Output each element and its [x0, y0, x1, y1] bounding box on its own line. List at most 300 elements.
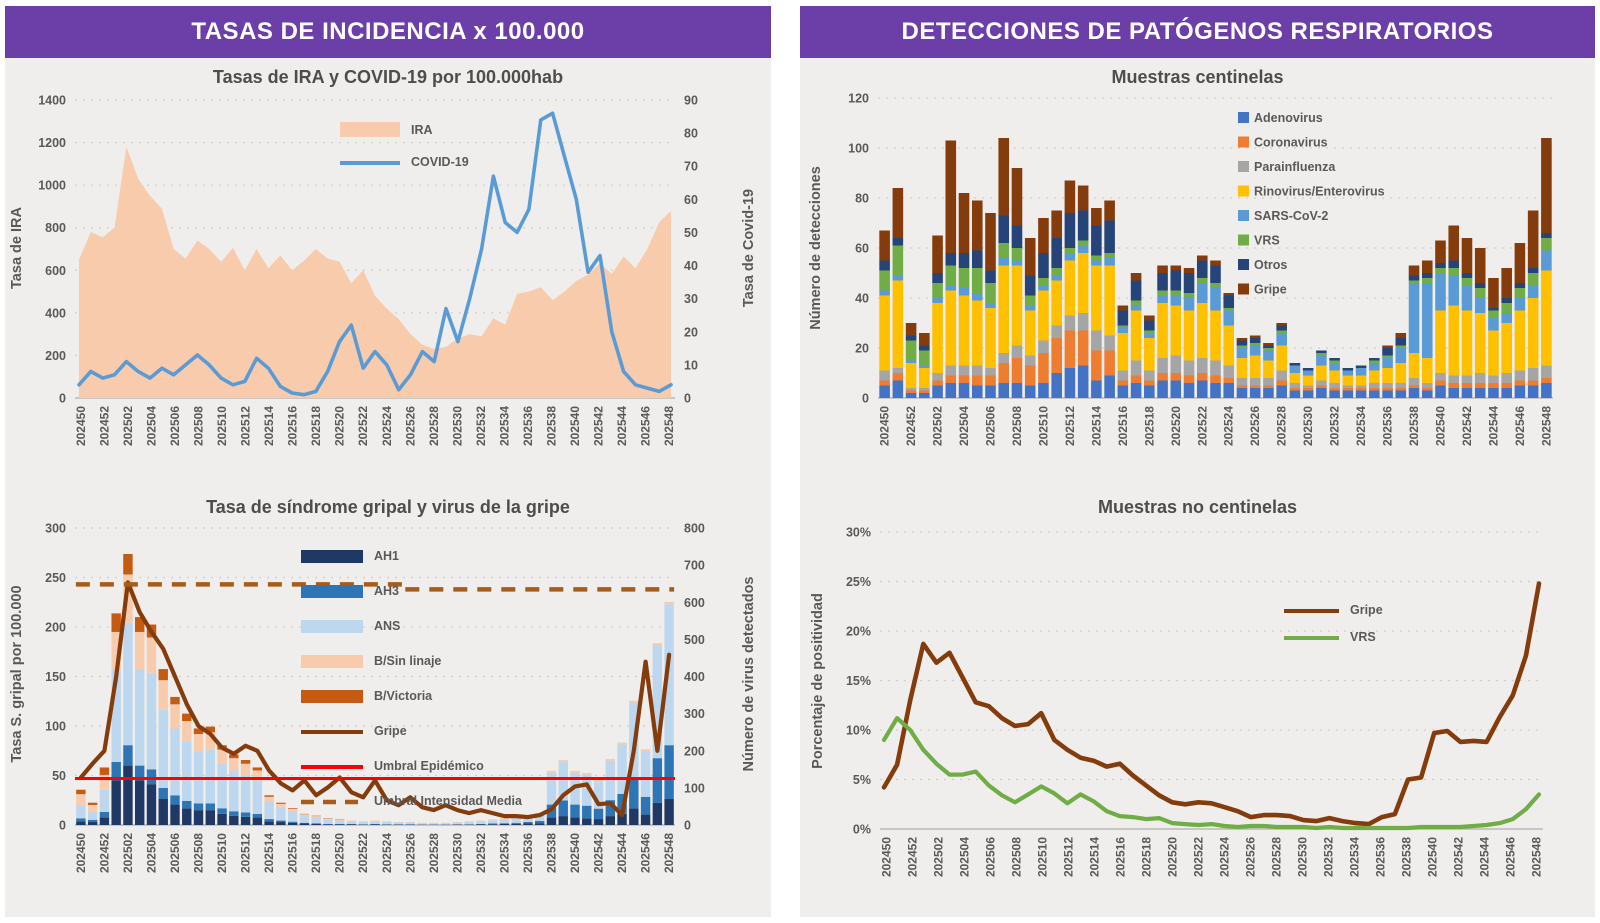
bar-segment-Parainfluenza [1462, 376, 1473, 384]
bar-segment-Adenovirus [1316, 388, 1327, 398]
bar-segment-VRS [1501, 303, 1512, 313]
legend-label: VRS [1254, 233, 1280, 248]
bar-segment-Parainfluenza [1488, 376, 1499, 384]
bar-segment-B/Sin linaje [570, 771, 579, 773]
x-tick-label: 202518 [309, 833, 324, 874]
bar-segment-B/Sin linaje [347, 821, 356, 822]
bar-segment-B/Sin linaje [300, 814, 309, 816]
x-tick-label: 202508 [1009, 837, 1024, 878]
bar-segment-Adenovirus [1369, 391, 1380, 399]
bar-segment-Adenovirus [1329, 391, 1340, 399]
x-tick-label: 202530 [1295, 837, 1310, 878]
x-tick-label: 202506 [168, 833, 182, 874]
bar-segment-ANS [429, 823, 438, 824]
bar-segment-Coronavirus [1422, 388, 1433, 391]
bar-segment-Otros [1515, 283, 1526, 288]
bar-segment-Adenovirus [1435, 386, 1446, 399]
bar-segment-B/Sin linaje [276, 804, 285, 808]
bar-segment-B/Sin linaje [182, 721, 191, 741]
x-tick-label: 202542 [1459, 406, 1474, 447]
x-tick-label: 202538 [1407, 406, 1422, 447]
bar-segment-ANS [606, 761, 615, 800]
bar-segment-SARS-CoV-2 [1290, 366, 1301, 374]
bar-segment-Parainfluenza [1515, 371, 1526, 381]
bar-segment-Parainfluenza [1038, 341, 1049, 354]
bar-segment-Otros [1528, 268, 1539, 273]
bar-segment-AH1 [641, 815, 650, 825]
bar-segment-VRS [1210, 283, 1221, 288]
bar-segment-Otros [1369, 358, 1380, 361]
bar-segment-Gripe [972, 201, 983, 251]
bar-segment-Rinovirus/Enterovirus [1118, 333, 1129, 371]
x-tick-label: 202502 [931, 837, 946, 878]
bar-segment-VRS [1118, 326, 1129, 329]
bar-segment-Parainfluenza [1250, 378, 1261, 386]
bar-segment-Rinovirus/Enterovirus [932, 303, 943, 373]
bar-segment-Gripe [1118, 306, 1129, 311]
bar-segment-Gripe [1184, 268, 1195, 273]
bar-segment-Otros [1025, 276, 1036, 296]
bar-segment-B/Sin linaje [335, 820, 344, 821]
bar-segment-Coronavirus [1303, 388, 1314, 391]
bar-segment-Coronavirus [1290, 388, 1301, 391]
bar-segment-VRS [1435, 268, 1446, 273]
x-tick-label: 202516 [1113, 837, 1128, 878]
bar-segment-AH3 [311, 823, 320, 824]
bar-segment-SARS-CoV-2 [1316, 356, 1327, 366]
bar-segment-Gripe [1223, 293, 1234, 296]
bar-segment-Parainfluenza [1396, 383, 1407, 388]
bar-segment-AH1 [370, 824, 379, 825]
y-tick-label: 80 [855, 191, 869, 206]
bar-segment-AH1 [76, 821, 85, 825]
x-tick-label: 202532 [473, 833, 488, 874]
x-tick-label: 202452 [904, 406, 919, 447]
bar-segment-B/Sin linaje [370, 821, 379, 822]
bar-segment-VRS [959, 268, 970, 288]
x-tick-label: 202548 [1539, 406, 1554, 447]
bar-segment-AH1 [335, 824, 344, 825]
bar-segment-AH1 [135, 780, 144, 825]
bar-segment-AH3 [276, 821, 285, 822]
bar-segment-Otros [1171, 271, 1182, 291]
bar-segment-VRS [946, 266, 957, 286]
bar-segment-Otros [1488, 308, 1499, 311]
bar-segment-AH3 [582, 806, 591, 819]
bar-segment-VRS [1012, 248, 1023, 261]
y-tick-label: 1200 [38, 136, 66, 151]
bar-segment-VRS [893, 246, 904, 276]
bar-segment-Gripe [1263, 343, 1274, 346]
x-tick-label: 202504 [957, 406, 972, 447]
bar-segment-Rinovirus/Enterovirus [946, 291, 957, 366]
bar-segment-Otros [1276, 326, 1287, 331]
legend [1284, 603, 1383, 644]
bar-segment-Adenovirus [1343, 391, 1354, 399]
bar-segment-SARS-CoV-2 [1475, 298, 1486, 313]
bar-segment-VRS [1197, 278, 1208, 283]
bar-segment-Coronavirus [1091, 351, 1102, 381]
x-tick-label: 202518 [1139, 837, 1154, 878]
bar-segment-Gripe [1501, 268, 1512, 298]
bar-segment-Parainfluenza [1197, 358, 1208, 373]
ira-covid-chart [5, 58, 771, 488]
bar-segment-Rinovirus/Enterovirus [1012, 266, 1023, 346]
bar-segment-AH3 [123, 745, 132, 765]
bar-segment-VRS [1263, 348, 1274, 351]
x-tick-label: 202508 [191, 833, 206, 874]
bar-segment-Adenovirus [1276, 386, 1287, 399]
no-centinelas-chart [800, 488, 1595, 917]
y-tick-label: 120 [848, 91, 869, 106]
bar-segment-VRS [1051, 268, 1062, 276]
y-tick-label: 150 [45, 670, 66, 684]
bar-segment-SARS-CoV-2 [893, 276, 904, 281]
legend-swatch-B/Victoria [301, 690, 363, 703]
bar-segment-Coronavirus [1157, 373, 1168, 381]
bar-segment-B/Sin linaje [76, 794, 85, 805]
x-tick-label: 202546 [638, 406, 653, 447]
bar-segment-Adenovirus [1197, 381, 1208, 399]
x-tick-label: 202524 [379, 406, 394, 447]
bar-segment-Otros [1382, 348, 1393, 356]
x-tick-label: 202540 [568, 833, 582, 874]
bar-segment-AH1 [217, 814, 226, 825]
bar-segment-AH1 [123, 766, 132, 825]
x-tick-label: 202522 [356, 833, 371, 874]
bar-segment-AH3 [288, 822, 297, 823]
bar-segment-Coronavirus [1475, 383, 1486, 388]
x-tick-label: 202544 [1486, 406, 1501, 447]
bar-segment-B/Sin linaje [500, 818, 509, 819]
bar-segment-Parainfluenza [1435, 373, 1446, 381]
bar-segment-AH1 [229, 816, 238, 825]
bar-segment-Parainfluenza [1316, 381, 1327, 386]
bar-segment-Rinovirus/Enterovirus [1091, 266, 1102, 331]
y-tick-label: 1400 [38, 93, 66, 108]
x-tick-label: 202504 [144, 833, 159, 874]
bar-segment-SARS-CoV-2 [1515, 298, 1526, 311]
bar-segment-B/Sin linaje [323, 819, 332, 820]
bar-segment-Parainfluenza [1078, 313, 1089, 331]
bar-segment-Rinovirus/Enterovirus [1237, 358, 1248, 378]
bar-segment-Parainfluenza [1144, 371, 1155, 381]
bar-segment-ANS [382, 822, 391, 824]
bar-segment-VRS [1065, 248, 1076, 253]
bar-segment-Gripe [879, 231, 890, 261]
bar-segment-Gripe [1051, 211, 1062, 239]
bar-segment-VRS [1541, 238, 1552, 251]
bar-segment-ANS [500, 819, 509, 823]
bar-segment-VRS [1316, 353, 1327, 356]
bar-segment-Rinovirus/Enterovirus [1065, 261, 1076, 316]
bar-segment-ANS [406, 822, 415, 824]
bar-segment-Otros [985, 271, 996, 284]
bar-segment-Rinovirus/Enterovirus [1369, 371, 1380, 384]
bar-segment-Coronavirus [1250, 386, 1261, 389]
bar-segment-Coronavirus [906, 391, 917, 394]
x-tick-label: 202524 [1217, 837, 1232, 878]
bar-segment-Rinovirus/Enterovirus [1396, 363, 1407, 383]
bar-segment-B/Sin linaje [594, 780, 603, 782]
bar-segment-AH1 [523, 824, 532, 825]
bar-segment-Rinovirus/Enterovirus [1501, 323, 1512, 373]
bar-segment-Adenovirus [1541, 383, 1552, 398]
right-panel-header: DETECCIONES DE PATÓGENOS RESPIRATORIOS [800, 6, 1595, 58]
bar-segment-Rinovirus/Enterovirus [1475, 313, 1486, 373]
x-tick-label: 202514 [262, 833, 277, 874]
bar-segment-ANS [170, 728, 179, 795]
bar-segment-Coronavirus [1409, 386, 1420, 389]
bar-segment-B/Victoria [76, 790, 85, 794]
x-tick-label: 202542 [591, 406, 606, 447]
y-tick-label: 200 [45, 348, 66, 363]
bar-segment-AH1 [488, 824, 497, 825]
bar-segment-Rinovirus/Enterovirus [1025, 311, 1036, 356]
bar-segment-Gripe [1171, 266, 1182, 271]
legend-label: Coronavirus [1254, 135, 1328, 150]
bar-segment-Otros [1012, 226, 1023, 249]
bar-segment-SARS-CoV-2 [1501, 313, 1512, 323]
y-tick-label: 50 [52, 769, 66, 783]
bar-segment-B/Victoria [288, 808, 297, 809]
bar-segment-ANS [241, 775, 250, 812]
bar-segment-VRS [1528, 273, 1539, 286]
bar-segment-AH1 [194, 810, 203, 825]
bar-segment-Adenovirus [1051, 373, 1062, 398]
bar-segment-Otros [972, 251, 983, 269]
y-tick-label: 10% [845, 723, 871, 738]
bar-segment-AH1 [559, 816, 568, 825]
y-tick-label: 1000 [38, 178, 66, 193]
bar-segment-Otros [1184, 273, 1195, 293]
x-tick-label: 202546 [1512, 406, 1527, 447]
bar-segment-VRS [1144, 331, 1155, 334]
bar-segment-Coronavirus [1488, 383, 1499, 388]
bar-segment-SARS-CoV-2 [1104, 258, 1115, 266]
x-tick-label: 202504 [144, 406, 159, 447]
x-tick-label: 202504 [957, 837, 972, 878]
legend-label: Rinovirus/Enterovirus [1254, 184, 1385, 199]
y-tick-label: 30% [845, 525, 871, 540]
bar-segment-ANS [370, 821, 379, 824]
bar-segment-Otros [1144, 321, 1155, 331]
bar-segment-ANS [347, 821, 356, 824]
legend-swatch-SARS-CoV-2 [1238, 210, 1249, 221]
legend-swatch-VRS [1238, 235, 1249, 246]
bar-segment-B/Sin linaje [194, 734, 203, 751]
bar-segment-Adenovirus [998, 383, 1009, 398]
bar-segment-SARS-CoV-2 [959, 288, 970, 296]
bar-segment-Parainfluenza [1157, 358, 1168, 373]
bar-segment-Otros [1051, 238, 1062, 268]
bar-segment-Parainfluenza [893, 368, 904, 373]
bar-segment-Coronavirus [1276, 381, 1287, 386]
bar-segment-VRS [1422, 278, 1433, 283]
bar-segment-Rinovirus/Enterovirus [1462, 311, 1473, 376]
x-tick-label: 202526 [1248, 406, 1263, 447]
bar-segment-SARS-CoV-2 [1263, 351, 1274, 361]
bar-segment-Coronavirus [1118, 381, 1129, 386]
y-right-tick-label: 400 [684, 670, 705, 684]
bar-segment-Adenovirus [1382, 391, 1393, 399]
bar-segment-Rinovirus/Enterovirus [1276, 346, 1287, 371]
bar-segment-Coronavirus [946, 376, 957, 384]
legend-label: Gripe [1350, 603, 1383, 617]
bar-segment-Parainfluenza [1065, 316, 1076, 331]
x-tick-label: 202522 [1195, 406, 1210, 447]
bar-segment-SARS-CoV-2 [1091, 261, 1102, 266]
bar-segment-Coronavirus [1131, 376, 1142, 384]
bar-segment-Adenovirus [972, 386, 983, 399]
bar-segment-AH3 [653, 758, 662, 803]
bar-segment-Otros [998, 216, 1009, 244]
bar-segment-Coronavirus [1184, 376, 1195, 384]
bar-segment-Coronavirus [1382, 388, 1393, 391]
bar-segment-Otros [1250, 338, 1261, 343]
bar-segment-Rinovirus/Enterovirus [906, 363, 917, 388]
bar-segment-Otros [1078, 211, 1089, 241]
bar-segment-AH1 [653, 803, 662, 825]
bar-segment-B/Victoria [88, 803, 97, 805]
bar-segment-ANS [288, 812, 297, 822]
legend-label: SARS-CoV-2 [1254, 209, 1329, 223]
bar-segment-Coronavirus [1197, 373, 1208, 381]
bar-segment-Adenovirus [946, 383, 957, 398]
bar-segment-VRS [1475, 288, 1486, 298]
bar-segment-Gripe [985, 213, 996, 271]
bar-segment-Adenovirus [1501, 388, 1512, 398]
bar-segment-Rinovirus/Enterovirus [972, 301, 983, 366]
bar-segment-Coronavirus [1051, 338, 1062, 373]
bar-segment-Parainfluenza [1276, 371, 1287, 381]
y-right-tick-label: 70 [684, 159, 698, 174]
y-tick-label: 800 [45, 221, 66, 236]
bar-segment-Rinovirus/Enterovirus [1448, 306, 1459, 376]
x-tick-label: 202524 [1221, 406, 1236, 447]
bar-segment-SARS-CoV-2 [1422, 283, 1433, 358]
bar-segment-Coronavirus [1501, 383, 1512, 388]
bar-segment-Parainfluenza [1210, 361, 1221, 376]
y-tick-label: 15% [845, 674, 871, 688]
x-tick-label: 202544 [1477, 837, 1492, 878]
bar-segment-Gripe [1515, 243, 1526, 283]
bar-segment-B/Victoria [159, 669, 168, 680]
x-tick-label: 202540 [568, 406, 582, 447]
bar-segment-VRS [1396, 346, 1407, 349]
gripal-chart-title: Tasa de síndrome gripal y virus de la gripe [206, 497, 570, 517]
x-tick-label: 202512 [238, 833, 253, 874]
bar-segment-B/Victoria [111, 613, 120, 632]
bar-segment-Parainfluenza [1171, 356, 1182, 374]
bar-segment-SARS-CoV-2 [1131, 306, 1142, 311]
bar-segment-Coronavirus [1396, 388, 1407, 391]
bar-segment-Gripe [1250, 336, 1261, 339]
bar-segment-VRS [932, 283, 943, 298]
bar-segment-Gripe [919, 333, 930, 346]
bar-segment-B/Victoria [123, 554, 132, 574]
x-tick-label: 202540 [1433, 406, 1448, 447]
bar-segment-Otros [946, 253, 957, 266]
bar-segment-Parainfluenza [1012, 346, 1023, 359]
bar-segment-Otros [1038, 253, 1049, 278]
bar-segment-AH3 [217, 808, 226, 814]
bar-segment-Rinovirus/Enterovirus [879, 296, 890, 371]
bar-segment-VRS [1078, 241, 1089, 246]
x-tick-label: 202514 [262, 406, 277, 447]
bar-segment-AH3 [488, 824, 497, 825]
x-tick-label: 202522 [356, 406, 371, 447]
bar-segment-AH1 [288, 823, 297, 825]
bar-segment-SARS-CoV-2 [1435, 273, 1446, 311]
x-tick-label: 202510 [1036, 406, 1051, 447]
bar-segment-ANS [135, 669, 144, 766]
bar-segment-Adenovirus [1131, 383, 1142, 398]
bar-segment-Parainfluenza [1541, 366, 1552, 379]
bar-segment-ANS [217, 764, 226, 809]
bar-segment-Adenovirus [1528, 386, 1539, 399]
bar-segment-B/Sin linaje [464, 821, 473, 822]
x-tick-label: 202532 [473, 405, 488, 447]
bar-segment-VRS [1250, 343, 1261, 346]
bar-segment-SARS-CoV-2 [1051, 276, 1062, 281]
bar-segment-Adenovirus [1290, 391, 1301, 399]
x-tick-label: 202546 [1503, 837, 1518, 878]
legend-label: B/Victoria [374, 689, 433, 703]
legend-label: Gripe [1254, 282, 1287, 297]
legend-swatch-Coronavirus [1238, 137, 1249, 148]
bar-segment-ANS [123, 623, 132, 746]
bar-segment-Coronavirus [1025, 366, 1036, 386]
bar-segment-AH3 [147, 769, 156, 784]
bar-segment-AH1 [206, 810, 215, 825]
bar-segment-Rinovirus/Enterovirus [1051, 281, 1062, 326]
bar-segment-Otros [932, 273, 943, 283]
x-tick-label: 202450 [879, 837, 894, 878]
bar-segment-Adenovirus [879, 386, 890, 399]
bar-segment-VRS [1382, 356, 1393, 359]
y-right-tick-label: 30 [684, 292, 698, 307]
bar-segment-AH1 [511, 824, 520, 825]
legend-swatch-Otros [1238, 259, 1249, 270]
x-tick-label: 202532 [1321, 837, 1336, 878]
bar-segment-SARS-CoV-2 [972, 293, 983, 301]
bar-segment-Adenovirus [1118, 386, 1129, 399]
y-right-tick-label: 800 [684, 521, 705, 536]
bar-segment-SARS-CoV-2 [1276, 333, 1287, 346]
bar-segment-Gripe [1091, 208, 1102, 226]
bar-segment-VRS [1171, 291, 1182, 296]
bar-segment-Parainfluenza [1091, 331, 1102, 351]
bar-segment-SARS-CoV-2 [1171, 296, 1182, 306]
bar-segment-SARS-CoV-2 [1038, 286, 1049, 291]
bar-segment-Gripe [1210, 261, 1221, 266]
bar-segment-Coronavirus [1462, 383, 1473, 388]
bar-segment-SARS-CoV-2 [1065, 253, 1076, 261]
bar-segment-Gripe [1422, 261, 1433, 274]
bar-segment-SARS-CoV-2 [1448, 276, 1459, 306]
y-right-tick-label: 500 [684, 632, 705, 647]
bar-segment-Rinovirus/Enterovirus [1210, 311, 1221, 361]
bar-segment-VRS [972, 268, 983, 293]
bar-segment-SARS-CoV-2 [1356, 368, 1367, 376]
bar-segment-ANS [359, 822, 368, 824]
bar-segment-Gripe [1541, 138, 1552, 233]
bar-segment-B/Sin linaje [653, 643, 662, 645]
bar-segment-Rinovirus/Enterovirus [893, 281, 904, 369]
bar-segment-Coronavirus [1515, 381, 1526, 386]
bar-segment-AH3 [629, 779, 638, 809]
